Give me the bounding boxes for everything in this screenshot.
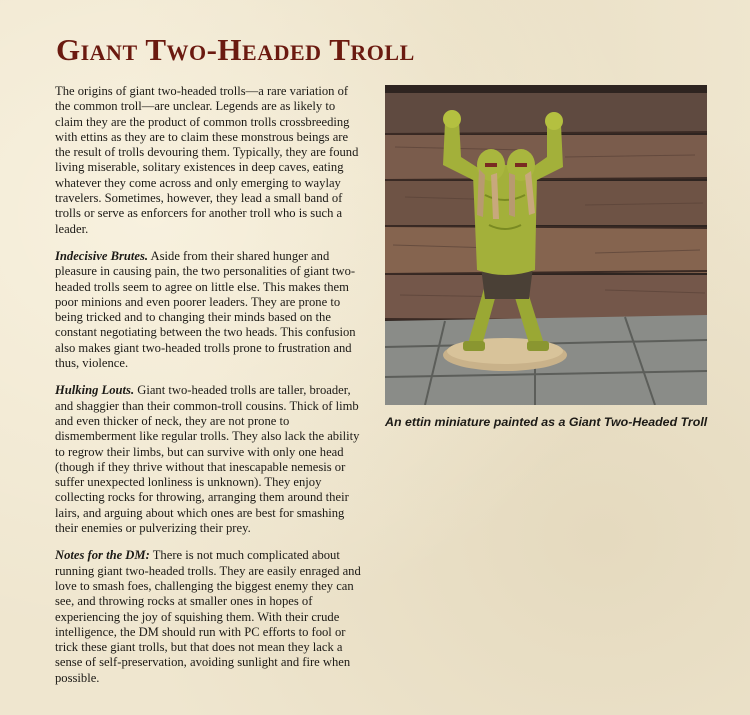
section-text: There is not much complicated about running giant two-headed trolls. They are easily enraged and love to smash foes, challenging the biggest enemy they can see, and throwing rocks at smaller ones in hopes of experiencing the joy of squishing them. With their crude intelligence, the DM should run with PC efforts to fool or trick these giant trolls, but that does not mean they lack a sense of self-preservation, avoiding sunlight and fire when possible. xyxy=(55,548,361,685)
section-indecisive-brutes xyxy=(55,249,363,371)
section-heading: Indecisive Brutes. xyxy=(55,248,149,263)
section-text: Giant two-headed trolls are taller, broader, and shaggier than their common-troll cousins. Thick of limb and even thicker of neck, they are not prone to dismemberment like regular trolls. They also lack the ability to regrow their limbs, but can survive with only one head (though if they thrive without that inescapable nemesis or suffer unexpected lonliness is unknown). They enjoy collecting rocks for throwing, arranging them around their lairs, and arguing about which ones are best for smashing their enemies or pulverizing their prey. xyxy=(55,383,360,536)
section-text: Aside from their shared hunger and pleasure in causing pain, the two personalities of giant two-headed trolls seem to agree on little else. This makes them poor minions and even poorer leaders. They are prone to being tricked and to changing their minds based on the constant negotiating between the two heads. This confusion also makes giant two-headed trolls prone to frustration and thus, violence. xyxy=(55,248,356,371)
section-notes-for-dm xyxy=(55,548,363,686)
figure xyxy=(385,85,707,429)
page-title: Giant Two-Headed Troll xyxy=(56,32,415,67)
section-heading: Hulking Louts. xyxy=(55,383,135,398)
text-column xyxy=(55,84,363,698)
figure-caption: An ettin miniature painted as a Giant Two-Headed Troll xyxy=(385,415,708,429)
troll-miniature-photo xyxy=(385,85,707,405)
section-heading: Notes for the DM: xyxy=(55,548,150,563)
intro-paragraph: The origins of giant two-headed trolls—a rare variation of the common troll—are unclear. Legends are as likely to claim they are the product of common trolls crossbreeding with ettins as they are to claim these monstrous beings are the result of trolls devouring them. Typically, they are found living miserable, solitary existences in deep caves, eating whatever they come across and only emerging to waylay travelers. Sometimes, however, they lead a small band of trolls or serve as enforcers for another troll who is such a leader. xyxy=(55,84,359,236)
section-hulking-louts xyxy=(55,383,363,536)
